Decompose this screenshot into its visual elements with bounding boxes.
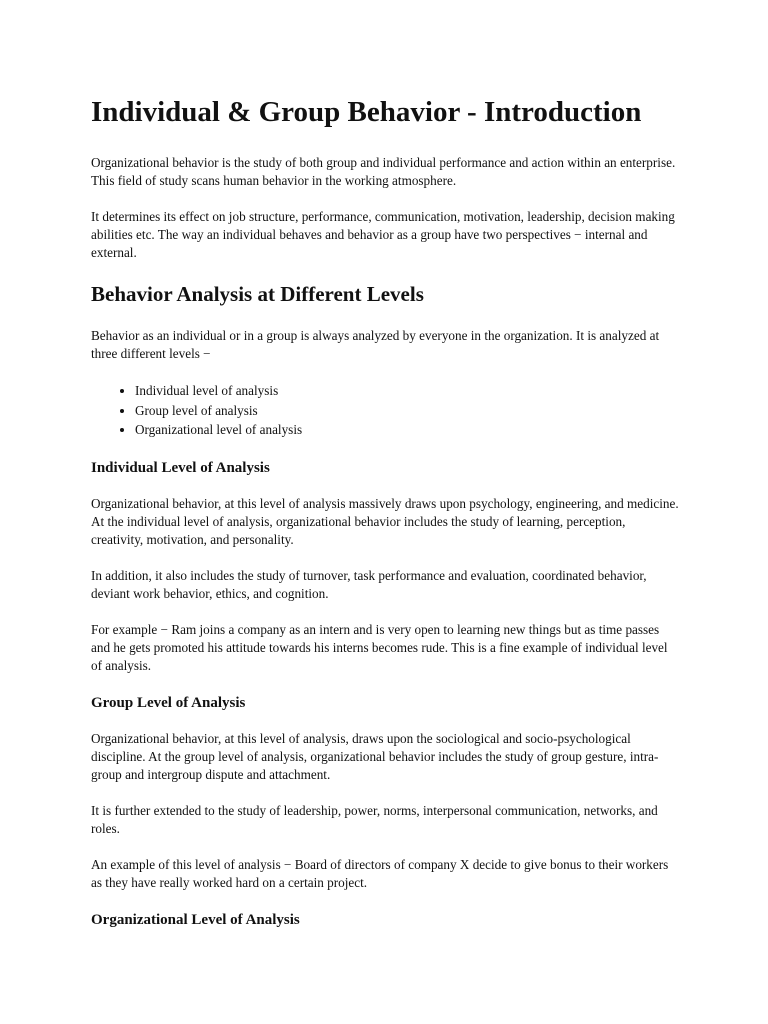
intro-paragraph: Organizational behavior is the study of both group and individual performance and action within an enterprise. This field of study scans human behavior in the working atmosphere. [91,155,676,188]
intro-paragraph: It determines its effect on job structure, performance, communication, motivation, leadership, decision making abilities etc. The way an individual behaves and behavior as a group have two perspectives − internal and external. [91,209,675,260]
subheading-individual-level: Individual Level of Analysis [91,459,270,476]
individual-paragraph: In addition, it also includes the study of turnover, task performance and evaluation, coordinated behavior, deviant work behavior, ethics, and cognition. [91,567,647,601]
list-item: • Group level of analysis [135,401,680,421]
section-lead-paragraph: Behavior as an individual or in a group is always analyzed by everyone in the organization. It is analyzed at three different levels − [91,328,660,361]
individual-paragraph: Organizational behavior, at this level of analysis massively draws upon psychology, engineering, and medicine. At the individual level of analysis, organizational behavior includes the study of learning, perception, creativity, motivation, and personality. [91,495,679,547]
group-example-paragraph: An example of this level of analysis − Board of directors of company X decide to give bonus to their workers as they have really worked hard on a certain project. [91,856,669,890]
group-paragraph: It is further extended to the study of leadership, power, norms, interpersonal communication, networks, and roles. [91,802,658,836]
section-heading-behavior-analysis: Behavior Analysis at Different Levels [91,282,424,306]
list-item: • Organizational level of analysis [135,420,680,440]
levels-list [91,381,680,440]
subheading-group-level: Group Level of Analysis [91,694,246,711]
list-item: • Individual level of analysis [135,381,680,401]
subheading-organizational-level: Organizational Level of Analysis [91,911,300,928]
group-paragraph: Organizational behavior, at this level of analysis, draws upon the sociological and socio-psychological discipline. At the group level of analysis, organizational behavior includes the study of group gesture, intra-group and intergroup dispute and attachment. [91,730,659,782]
individual-example-paragraph: For example − Ram joins a company as an intern and is very open to learning new things but as time passes and he gets promoted his attitude towards his interns becomes rude. This is a fine example of individual level of analysis. [91,621,668,673]
page-title: Individual & Group Behavior - Introduction [91,96,642,128]
